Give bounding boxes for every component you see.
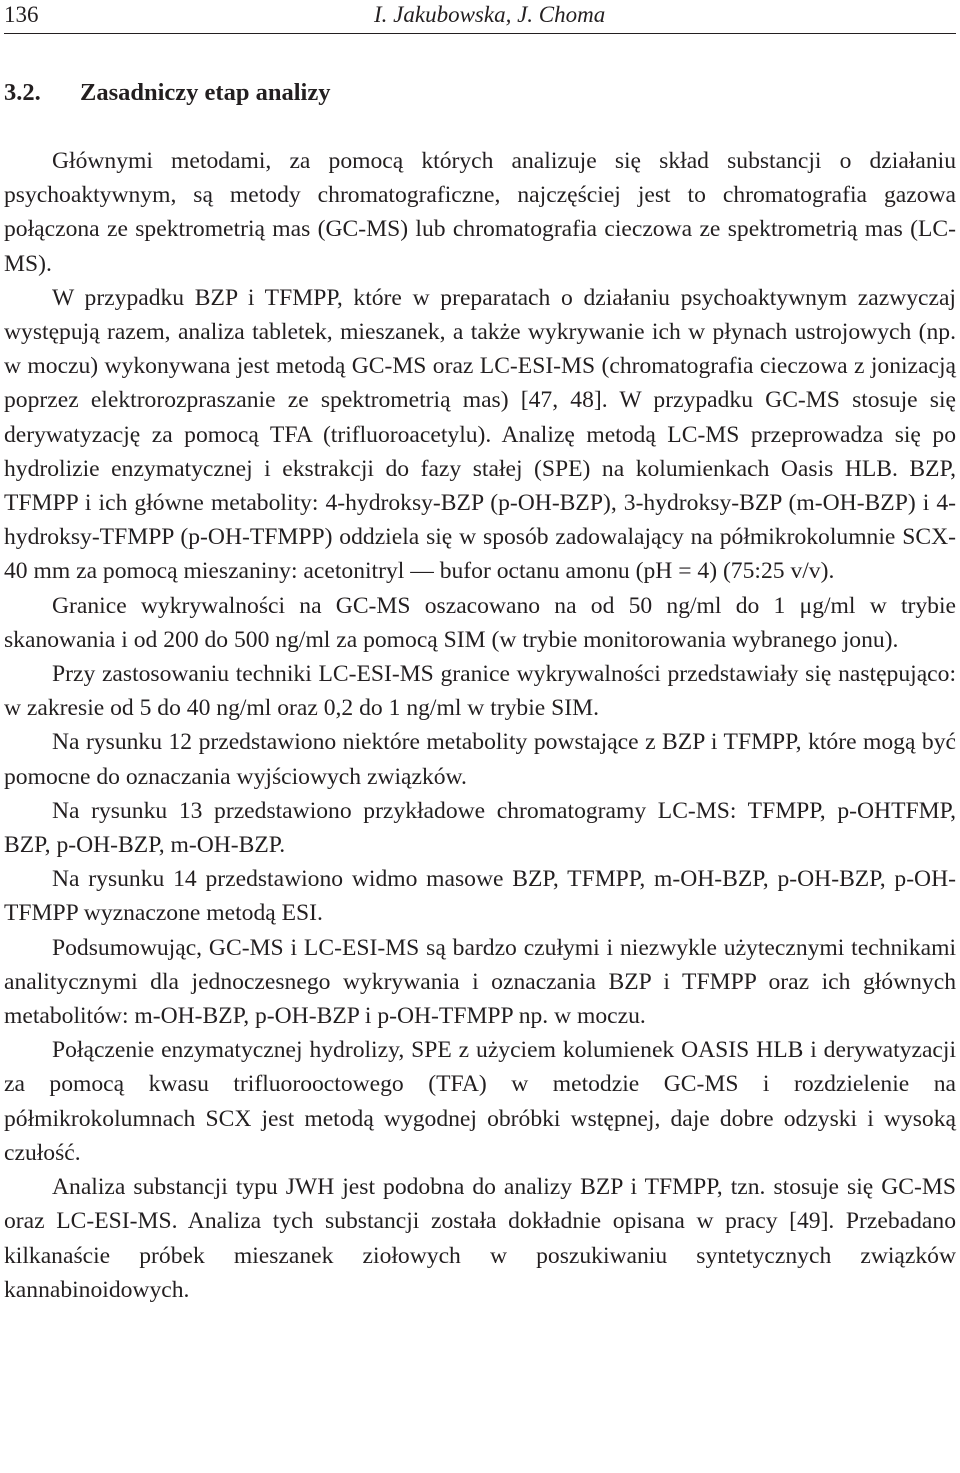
page-number: 136 xyxy=(4,2,39,27)
running-header xyxy=(4,0,956,34)
paragraph: W przypadku BZP i TFMPP, które w preparatach o działaniu psychoaktywnym zazwyczaj występują razem, analiza tabletek, mieszanek, a także wykrywanie ich w płynach ustrojowych (np. w moczu) wykonywana jest metodą GC-MS oraz LC-ESI-MS (chromatografia cieczowa z jonizacją poprzez elektrorozpraszanie ze spektrometrią mas) [47, 48]. W przypadku GC-MS stosuje się derywatyzację za pomocą TFA (trifluoroacetylu). Analizę metodą LC-MS przeprowadza się po hydrolizie enzymatycznej i ekstrakcji do fazy stałej (SPE) na kolumienkach Oasis HLB. BZP, TFMPP i ich główne metabolity: 4-hydroksy-BZP (p-OH-BZP), 3-hydroksy-BZP (m-OH-BZP) i 4-hydroksy-TFMPP (p-OH-TFMPP) oddziela się w sposób zadowalający na półmikrokolumnie SCX-40 mm za pomocą mieszaniny: acetonitryl — bufor octanu amonu (pH = 4) (75:25 v/v). xyxy=(4,284,956,585)
paragraph: Na rysunku 14 przedstawiono widmo masowe BZP, TFMPP, m-OH-BZP, p-OH-BZP, p-OH-TFMPP wyznaczone metodą ESI. xyxy=(4,866,956,927)
body-text xyxy=(4,144,956,1307)
paragraph: Głównymi metodami, za pomocą których analizuje się skład substancji o działaniu psychoaktywnym, są metody chromatograficzne, najczęściej jest to chromatografia gazowa połączona ze spektrometrią mas (GC-MS) lub chromatografia cieczowa ze spektrometrią mas (LC-MS). xyxy=(4,148,956,277)
paragraph: Analiza substancji typu JWH jest podobna do analizy BZP i TFMPP, tzn. stosuje się GC-MS oraz LC-ESI-MS. Analiza tych substancji została dokładnie opisana w pracy [49]. Przebadano kilkanaście próbek mieszanek ziołowych w poszukiwaniu syntetycznych związków kannabinoidowych. xyxy=(4,1174,956,1303)
running-title: I. Jakubowska, J. Choma xyxy=(374,2,606,27)
section-title: Zasadniczy etap analizy xyxy=(80,79,331,106)
paragraph: Granice wykrywalności na GC-MS oszacowano na od 50 ng/ml do 1 μg/ml w trybie skanowania i od 200 do 500 ng/ml za pomocą SIM (w trybie monitorowania wybranego jonu). xyxy=(4,592,956,653)
paragraph: Przy zastosowaniu techniki LC-ESI-MS granice wykrywalności przedstawiały się następująco: w zakresie od 5 do 40 ng/ml oraz 0,2 do 1 ng/ml w trybie SIM. xyxy=(4,661,956,722)
paragraph: Na rysunku 12 przedstawiono niektóre metabolity powstające z BZP i TFMPP, które mogą być pomocne do oznaczania wyjściowych związków. xyxy=(4,729,956,790)
paragraph: Na rysunku 13 przedstawiono przykładowe chromatogramy LC-MS: TFMPP, p-OHTFMP, BZP, p-OH-BZP, m-OH-BZP. xyxy=(4,797,956,859)
section-number: 3.2. xyxy=(4,79,41,106)
paragraph: Połączenie enzymatycznej hydrolizy, SPE z użyciem kolumienek OASIS HLB i derywatyzacji za pomocą kwasu trifluorooctowego (TFA) w metodzie GC-MS i rozdzielenie na półmikrokolumnach SCX jest metodą wygodnej obróbki wstępnej, daje dobre odzyski i wysoką czułość. xyxy=(4,1037,956,1166)
section-heading xyxy=(4,79,330,107)
paragraph: Podsumowując, GC-MS i LC-ESI-MS są bardzo czułymi i niezwykle użytecznymi technikami analitycznymi dla jednoczesnego wykrywania i oznaczania BZP i TFMPP oraz ich głównych metabolitów: m-OH-BZP, p-OH-BZP i p-OH-TFMPP np. w moczu. xyxy=(4,934,956,1030)
